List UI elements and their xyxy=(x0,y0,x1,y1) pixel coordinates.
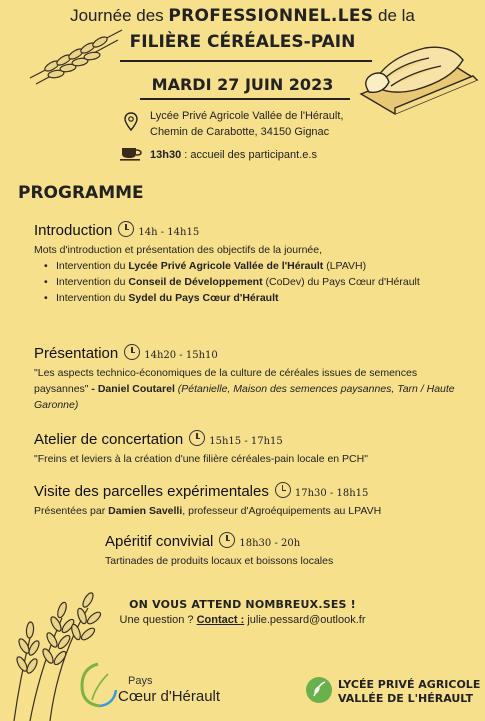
clock-icon xyxy=(124,344,140,360)
visite-description xyxy=(34,503,474,519)
pays-logo-big-text: Cœur d'Hérault xyxy=(118,688,221,705)
clock-icon xyxy=(219,532,235,548)
visite-title: Visite des parcelles expérimentales xyxy=(34,483,269,500)
pays-coeur-herault-logo xyxy=(78,660,120,710)
title-highlight: PROFESSIONNEL.LES xyxy=(168,6,374,26)
programme-title: PROGRAMME xyxy=(18,183,144,203)
item-text: Intervention du xyxy=(56,292,129,304)
visite-time: 17h30 - 18h15 xyxy=(294,488,369,499)
aperitif-description: Tartinades de produits locaux et boissons locales xyxy=(105,555,334,567)
visite-section xyxy=(34,482,474,519)
visite-text: Présentées par xyxy=(34,505,109,517)
visite-text: , professeur d'Agroéquipements au LPAVH xyxy=(182,505,382,517)
item-bold: Lycée Privé Agricole Vallée de l'Hérault xyxy=(128,260,324,272)
presentation-description xyxy=(34,365,464,413)
lycee-name-line2: VALLÉE DE L'HÉRAULT xyxy=(338,692,473,705)
atelier-description: "Freins et leviers à la création d'une filière céréales-pain locale en PCH" xyxy=(34,453,368,465)
item-bold: Conseil de Développement xyxy=(128,276,263,288)
aperitif-section xyxy=(105,532,465,569)
intro-list xyxy=(34,258,474,306)
item-text: (CoDev) du Pays Cœur d'Hérault xyxy=(262,276,420,288)
coffee-cup-icon xyxy=(120,145,144,161)
presentation-title: Présentation xyxy=(34,345,119,362)
lycee-logo-text xyxy=(338,678,480,706)
item-text: Intervention du xyxy=(56,276,129,288)
visite-header xyxy=(34,482,474,501)
closing-headline: ON VOUS ATTEND NOMBREUX.SES ! xyxy=(129,598,356,611)
list-item xyxy=(34,274,474,290)
event-title-line2: FILIÈRE CÉRÉALES-PAIN xyxy=(129,32,356,52)
aperitif-header xyxy=(105,532,465,551)
welcome-line xyxy=(150,149,317,161)
welcome-text: : accueil des participant.e.s xyxy=(181,149,317,161)
contact-label: Contact : xyxy=(196,614,245,626)
presentation-header xyxy=(34,344,464,363)
list-item xyxy=(34,258,474,274)
atelier-time: 15h15 - 17h15 xyxy=(209,436,283,447)
clock-icon xyxy=(118,221,134,237)
atelier-section xyxy=(34,430,474,467)
date-divider xyxy=(140,98,350,100)
intro-time: 14h - 14h15 xyxy=(138,227,200,238)
contact-question: Une question ? xyxy=(119,614,194,626)
event-title-line1 xyxy=(0,6,485,26)
contact-line xyxy=(0,614,485,626)
atelier-header xyxy=(34,430,474,449)
intro-header xyxy=(34,221,474,240)
item-text: Intervention du xyxy=(56,260,129,272)
pays-logo-small-text: Pays xyxy=(128,675,153,687)
presentation-quote: "Les aspects technico-économiques de la culture de céréales issues de semences paysannes" xyxy=(34,367,418,395)
lycee-name-line1: LYCÉE PRIVÉ AGRICOLE xyxy=(338,678,481,691)
list-item xyxy=(34,290,474,306)
visite-speaker: Damien Savelli xyxy=(108,505,183,517)
presentation-time: 14h20 - 15h10 xyxy=(144,350,218,361)
venue-address xyxy=(150,108,343,140)
item-text: (LPAVH) xyxy=(323,260,367,272)
presentation-speaker: - Daniel Coutarel xyxy=(88,383,175,395)
intro-title: Introduction xyxy=(34,222,113,239)
location-pin-icon xyxy=(124,112,138,132)
intro-description: Mots d'introduction et présentation des objectifs de la journée, xyxy=(34,244,323,256)
clock-icon xyxy=(189,430,205,446)
title-prefix: Journée des xyxy=(70,6,164,25)
title-suffix: de la xyxy=(378,6,415,25)
item-bold: Sydel du Pays Cœur d'Hérault xyxy=(128,292,279,304)
contact-email[interactable]: julie.pessard@outlook.fr xyxy=(247,614,366,626)
presentation-affiliation: (Pétanielle, Maison des semences paysannes, Tarn / Haute Garonne) xyxy=(34,383,455,411)
atelier-title: Atelier de concertation xyxy=(34,431,184,448)
venue-street: Chemin de Carabotte, 34150 Gignac xyxy=(150,126,330,138)
lycee-logo-icon xyxy=(305,676,333,704)
aperitif-title: Apéritif convivial xyxy=(105,533,214,550)
title-divider xyxy=(120,60,372,62)
intro-section xyxy=(34,221,474,306)
presentation-section xyxy=(34,344,464,413)
event-date: MARDI 27 JUIN 2023 xyxy=(151,75,334,94)
aperitif-time: 18h30 - 20h xyxy=(239,538,301,549)
venue-name: Lycée Privé Agricole Vallée de l'Hérault, xyxy=(150,110,344,122)
welcome-time: 13h30 xyxy=(150,149,182,161)
clock-icon xyxy=(275,482,291,498)
